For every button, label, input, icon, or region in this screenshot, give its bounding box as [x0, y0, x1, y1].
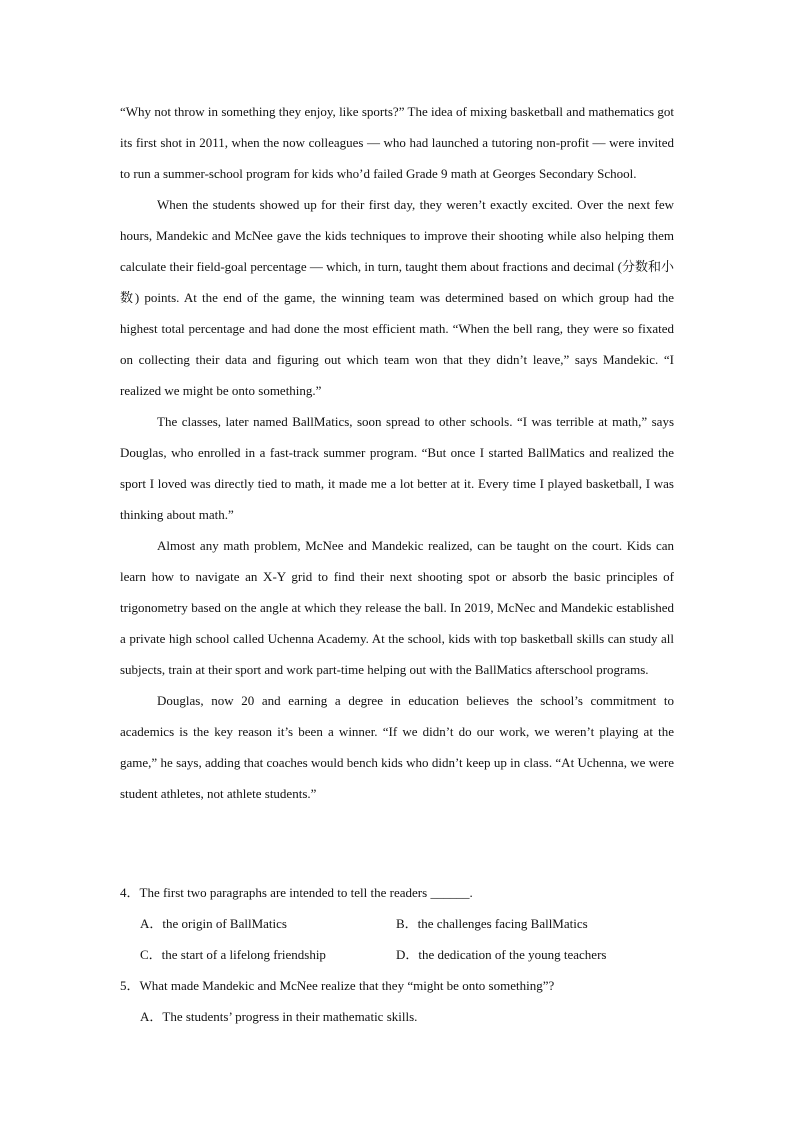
question-4-option-a: A．the origin of BallMatics [140, 916, 287, 931]
passage-paragraph-5: Douglas, now 20 and earning a degree in education believes the school’s commitment to academics is the key reason it’s been a winner. “If we didn’t do our work, we weren’t playing at the game,” he says, adding that coaches would bench kids who didn’t keep up in class. “At Uchenna, we were student athletes, not athlete students.” [120, 693, 674, 801]
question-5-stem: 5．What made Mandekic and McNee realize that they “might be onto something”? [120, 978, 555, 993]
question-4-option-d: D．the dedication of the young teachers [396, 947, 607, 962]
question-5-option-a: A．The students’ progress in their mathematic skills. [140, 1009, 418, 1024]
passage-paragraph-4: Almost any math problem, McNee and Mandekic realized, can be taught on the court. Kids can learn how to navigate an X-Y grid to find their next shooting spot or absorb the basic principles of trigonometry based on the angle at which they release the ball. In 2019, McNec and Mandekic established a private high school called Uchenna Academy. At the school, kids with top basketball skills can study all subjects, train at their sport and work part-time helping out with the BallMatics afterschool programs. [120, 538, 674, 677]
passage-paragraph-3: The classes, later named BallMatics, soon spread to other schools. “I was terrible at math,” says Douglas, who enrolled in a fast-track summer program. “But once I started BallMatics and realized the sport I loved was directly tied to math, it made me a lot better at it. Every time I played basketball, I was thinking about math.” [120, 414, 674, 522]
passage-paragraph-2: When the students showed up for their first day, they weren’t exactly excited. Over the next few hours, Mandekic and McNee gave the kids techniques to improve their shooting while also helping them calculate their field-goal percentage — which, in turn, taught them about fractions and decimal (分数和小数) points. At the end of the game, the winning team was determined based on which group had the highest total percentage and had done the most efficient math. “When the bell rang, they were so fixated on collecting their data and figuring out which team won that they didn’t leave,” says Mandekic. “I realized we might be onto something.” [120, 197, 674, 398]
question-4-stem: 4．The first two paragraphs are intended to tell the readers ______. [120, 885, 473, 900]
passage-paragraph-1: “Why not throw in something they enjoy, like sports?” The idea of mixing basketball and mathematics got its first shot in 2011, when the now colleagues — who had launched a tutoring non-profit — were invited to run a summer-school program for kids who’d failed Grade 9 math at Georges Secondary School. [120, 104, 674, 181]
question-4-option-c: C．the start of a lifelong friendship [140, 947, 326, 962]
reading-passage [120, 96, 674, 809]
question-4-option-b: B．the challenges facing BallMatics [396, 916, 588, 931]
